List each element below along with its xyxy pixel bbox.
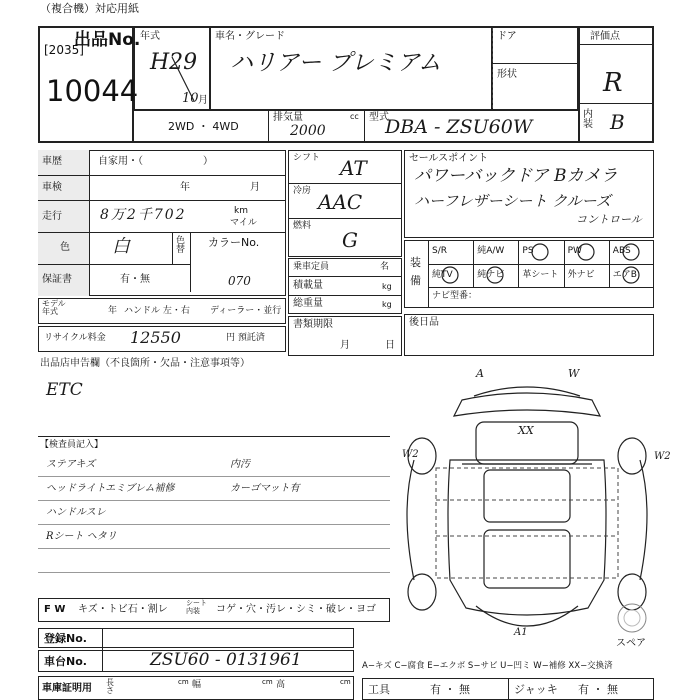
fuel-label: 燃料 (293, 221, 312, 231)
cc-unit: cc (350, 112, 359, 121)
tool-label: 工具 (368, 683, 390, 696)
usage-label: 車歴 (42, 156, 62, 167)
recycle-label: リサイクル料金 (44, 333, 106, 343)
ac-value: AAC (318, 190, 363, 214)
size-label: 車庫証明用 (42, 683, 92, 694)
mark-left-w: W2 (402, 449, 419, 460)
dealer-label: ディーラー・並行 (210, 306, 282, 316)
seller-notes-value: ETC (46, 380, 83, 400)
selling-line2: ハーフレザーシート クルーズ (414, 192, 611, 210)
rear-date-label: 後日品 (409, 317, 439, 328)
year-value: H29 (150, 50, 198, 75)
color-value: 白 (112, 236, 130, 257)
height-label: 高 (276, 680, 286, 690)
model-label: 型式 (369, 112, 389, 123)
warranty-label: 保証書 (42, 274, 72, 285)
month-value: 10 (182, 91, 199, 106)
score-label: 評価点 (590, 31, 620, 42)
usage-value: 自家用・（ ） (98, 156, 213, 167)
displacement-value: 2000 (290, 123, 326, 139)
equipment-item-r2-3: 外ナビ (567, 270, 595, 280)
inspector-note-5: 内汚 (230, 459, 250, 470)
year-label: 年式 (140, 31, 160, 42)
ac-label: 冷房 (293, 186, 312, 196)
mark-bottom-a: A1 (514, 627, 528, 638)
interior-label: 内装 (583, 109, 593, 130)
chassis-value: ZSU60 - 0131961 (150, 650, 302, 670)
mark-roof-w: W (568, 367, 580, 380)
inspector-note-4: Rシート ヘタリ (46, 531, 117, 542)
inspector-label: 【検査員記入】 (40, 440, 104, 450)
displacement-label: 排気量 (273, 112, 303, 123)
recycle-value: 12550 (130, 328, 181, 347)
tool-value: 有 ・ 無 (430, 683, 470, 696)
navi-label: ナビ型番： (432, 291, 478, 301)
inspector-lines (38, 452, 390, 598)
color-no-value: 070 (228, 274, 251, 288)
damage-codes-legend: A−キズ C−腐食 E−エクボ S−サビ U−凹ミ W−補修 XX−交換済 (362, 661, 613, 671)
month-unit: 月 (198, 95, 208, 106)
color-change: 色替 (176, 236, 186, 255)
inspector-note-3: ハンドルスレ (46, 507, 106, 518)
load-label: 積載量 (293, 280, 323, 291)
fw-items: キズ・トビ石・割レ (78, 604, 168, 615)
equipment-item-r2-1: 純ナビ (477, 270, 505, 280)
lot-number: 10044 (46, 74, 139, 108)
capacity-label: 乗車定員 (293, 262, 330, 272)
load-unit: kg (382, 282, 392, 291)
name-label: 車名・グレード (215, 31, 285, 42)
model-value: DBA - ZSU60W (385, 116, 533, 138)
handle-label: ハンドル 左・右 (124, 306, 190, 316)
inspector-note-6: カーゴマット有 (230, 483, 300, 494)
inspector-note-1: ステアキズ (46, 459, 96, 470)
seat-label: シート内装 (186, 599, 207, 615)
score-value: R (603, 68, 623, 98)
warranty-value: 有・無 (120, 274, 150, 285)
equipment-item-r1-1: 純A/W (477, 246, 505, 256)
form-header: （複合機）対応用紙 (40, 2, 139, 15)
selling-line1: パワーバックドア Bカメラ (414, 166, 618, 186)
color-no-label: カラーNo. (208, 236, 260, 249)
name-value: ハリアー プレミアム (230, 50, 442, 76)
docs-label: 書類期限 (293, 319, 333, 330)
docs-month: 月 (340, 340, 350, 351)
drive-label: 2WD ・ 4WD (168, 120, 239, 133)
mark-right-w: W2 (654, 451, 671, 462)
mark-roof-a: A (476, 367, 484, 380)
shift-label: シフト (293, 153, 321, 163)
door-label: ドア (497, 31, 517, 42)
mark-xx: XX (518, 424, 534, 437)
rear-date-block (404, 314, 654, 356)
shift-value: AT (340, 156, 367, 180)
equipment-item-r1-2: PS (522, 246, 534, 256)
inspector-note-2: ヘッドライトエミブレム補修 (46, 483, 175, 494)
inspection-year: 年 (180, 182, 190, 193)
car-damage-diagram (392, 360, 662, 650)
equipment-item-r1-3: PW (567, 246, 582, 256)
spare-label: スペア (616, 638, 646, 649)
chassis-label: 車台No. (44, 655, 87, 668)
width-label: 幅 (192, 680, 202, 690)
interior-value: B (610, 110, 625, 134)
lot-code: [2035] (44, 43, 84, 57)
fw-label: F W (44, 604, 66, 615)
length-cm: cm (178, 678, 189, 686)
height-cm: cm (340, 678, 351, 686)
color-label: 色 (60, 242, 70, 253)
equipment-item-r1-4: ABS (612, 246, 631, 256)
jack-label: ジャッキ (514, 683, 558, 696)
weight-unit: kg (382, 300, 392, 309)
seller-notes-label: 出品店申告欄（不良箇所・欠品・注意事項等） (40, 358, 250, 369)
model-year-unit: 年 (108, 306, 118, 316)
equipment-item-r2-2: 革シート (522, 270, 559, 280)
shape-label: 形状 (497, 69, 517, 80)
jack-value: 有 ・ 無 (578, 683, 618, 696)
equipment-label: 装備 (410, 256, 421, 287)
equipment-item-r2-0: 純TV (432, 270, 453, 280)
model-year-label: モデル年式 (42, 299, 66, 316)
seat-items: コゲ・穴・汚レ・シミ・破レ・ヨゴ (216, 604, 376, 615)
mile-unit: マイル (230, 218, 257, 228)
fuel-value: G (342, 228, 358, 252)
width-cm: cm (262, 678, 273, 686)
capacity-unit: 名 (380, 262, 390, 272)
lot-label: 出品No. (74, 30, 141, 50)
equipment-marks (428, 240, 654, 308)
selling-label: セールスポイント (409, 153, 489, 164)
docs-day: 日 (385, 340, 395, 351)
length-label: 長さ (106, 678, 114, 695)
weight-label: 総重量 (293, 298, 323, 309)
inspection-label: 車検 (42, 182, 62, 193)
recycle-unit: 円 預託済 (226, 333, 265, 343)
mileage-label: 走行 (42, 211, 62, 222)
equipment-item-r2-4: エアB (612, 270, 637, 280)
selling-line3: コントロール (576, 213, 642, 226)
mileage-value: 8万2千702 (100, 207, 187, 223)
equipment-item-r1-0: S/R (432, 246, 447, 256)
inspection-month: 月 (250, 182, 260, 193)
km-unit: km (234, 206, 248, 216)
reg-label: 登録No. (44, 632, 87, 645)
